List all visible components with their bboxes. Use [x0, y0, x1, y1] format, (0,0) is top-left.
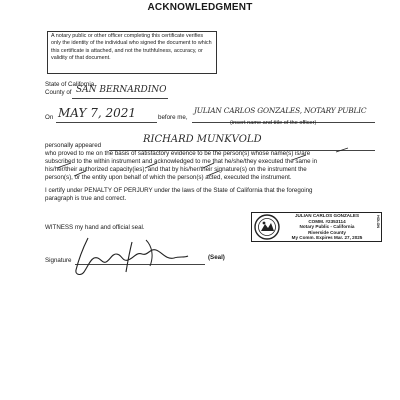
officer-caption: (insert name and title of the officer) [230, 120, 317, 126]
notary-seal-stamp [251, 212, 382, 242]
strike-mark [74, 171, 86, 176]
strike-mark [292, 155, 306, 160]
seal-side-text: HOLON [376, 215, 380, 228]
seal-commission: COMM. #2353114 [308, 218, 346, 224]
proof-line-4: person(s), or the entity upon behalf of which the person(s) acted, executed the instrument. [45, 174, 292, 181]
seal-label: (Seal) [208, 254, 225, 261]
appeared-label: personally appeared [45, 142, 102, 149]
proof-line-2: subscribed to the within instrument and acknowledged to me that he/she/they executed the same in [45, 158, 318, 165]
seal-notary-name: JULIAN CARLOS GONZALES [294, 213, 360, 218]
county-label: County of [45, 89, 72, 96]
strike-mark [336, 148, 348, 152]
strike-mark [57, 163, 71, 168]
strike-mark [207, 171, 219, 176]
date-handwritten: MAY 7, 2021 [58, 106, 137, 120]
witness-line: WITNESS my hand and official seal. [45, 224, 145, 231]
strike-mark [203, 163, 214, 168]
signature-label: Signature [45, 257, 72, 264]
strike-mark [145, 163, 157, 168]
certify-line-2: paragraph is true and correct. [45, 195, 127, 202]
seal-title: Notary Public - California [299, 224, 355, 229]
seal-text [285, 213, 369, 241]
proof-line-1: who proved to me on the basis of satisfactory evidence to be the person(s) whose name(s) is/are [45, 150, 311, 157]
signature-scribble [72, 236, 192, 278]
proof-line-3: his/her/their authorized capacity(ies), and that by his/her/their signature(s) on the instrument the [45, 166, 307, 173]
notary-notice-box: A notary public or other officer completing this certificate verifies only the identity of the individual who signed the document to which this certificate is attached, and not the truthfulness, accuracy, or validity of that document. [47, 31, 217, 74]
on-label: On [45, 114, 54, 121]
seal-county: Riverside County [308, 229, 346, 235]
certify-line-1: I certify under PENALTY OF PERJURY under the laws of the State of California that the foregoing [45, 187, 313, 194]
state-seal-emblem-icon [254, 214, 280, 240]
officer-handwritten: JULIAN CARLOS GONZALES, NOTARY PUBLIC [194, 106, 367, 115]
county-handwritten: SAN BERNARDINO [76, 85, 167, 95]
before-me-label: before me, [158, 114, 188, 121]
seal-expiration: My Comm. Expires Mar. 27, 2025 [291, 235, 363, 240]
form-title: ACKNOWLEDGMENT [147, 2, 253, 13]
state-line: State of California [45, 81, 95, 88]
appeared-handwritten: RICHARD MUNKVOLD [143, 134, 262, 145]
